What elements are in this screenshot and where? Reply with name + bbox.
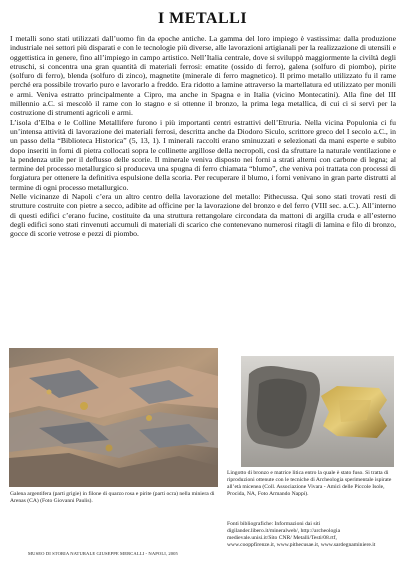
galena-photo <box>9 348 218 487</box>
references-link[interactable]: medievale.unisi.it/Sito CNR/ Metalli/Testi/08.rtf, <box>227 534 337 541</box>
page-title: I METALLI <box>157 10 248 27</box>
body-text <box>10 34 396 239</box>
references-line: Fonti bibliografiche: Informazioni dai siti <box>227 521 321 527</box>
ingot-photo <box>241 356 394 467</box>
paragraph-intro: I metalli sono stati utilizzati dall’uomo fin da epoche antiche. La gamma del loro impiego è vastissima: dalla produzione industriale nei settori più disparati e con le tecnologie più diverse, alle lavorazioni artigianali per la realizzazione di utensili e oggettistica in genere, fino all’impiego in campo artistico. Nell’Italia centrale, dove si sviluppò maggiormente la civiltà degli etruschi, si concentra una gran quantità di materiali ferrosi: ematite (ossido di ferro), galena (solfuro di piombo), pirite (solfuro di ferro), blenda (solfuro di zinco), magnetite (minerale di ferro magnetico). Il primo metallo utilizzato fu il rame perché era possibile trovarlo puro e lavorarlo a freddo. Era ridotto a lamine attraverso la martellatura ed utilizzato per monili e armi. Veniva estratto principalmente a Cipro, ma anche in Spagna e in Italia (vicino Montecatini). Alla fine del III millennio a.C. si mescolò il rame con lo stagno e si ottenne il bronzo, la prima lega metallica, di cui ci si servì per la costruzione di strumenti agricoli e armi. <box>10 34 396 118</box>
paragraph-elba: L’isola d’Elba e le Colline Metallifere furono i più importanti centri estrattivi dell’Etruria. Nella vicina Populonia ci fu un’intensa attività di lavorazione dei materiali ferrosi, descritta anche da Diodoro Siculo, scrittore greco del I secolo a.C., in un passo della “Biblioteca Historica” (5, 13, 1). I minerali raccolti erano sminuzzati e selezionati da mani esperte e subito dopo inseriti in forni di pietra collocati sopra le collinette argillose della necropoli, così da sfruttare la naturale ventilazione e la pendenza utile per il deflusso delle scorie. Il minerale veniva disposto nei forni a strati alterni con carbone di legna; al termine del processo metallurgico si produceva una spugna di ferro chiamata “blumo”, che veniva poi trattata con processi di forgiatura per ottenere la definitiva espulsione della scoria. Per recuperare il blumo, i forni venivano in gran parte distrutti al termine di ogni processo metallurgico. <box>10 117 396 192</box>
references-link[interactable]: digilander.libero.it/mineralweb/, http://archeologia <box>227 527 341 534</box>
ingot-caption: Lingotto di bronzo e matrice litica entro la quale è stato fuso. Si tratta di riproduzioni ottenute con le tecniche di Archeologia sperimentale ispirate all’età micenea (Coll. Associazione Vivara - Amici delle Piccole Isole, Procida, NA, Foto Armando Nappi). <box>227 470 392 497</box>
galena-caption: Galena argentifera (parti grigie) in filone di quarzo rosa e pirite (parti ocra) nella miniera di Arenas (CA) (Foto Giovanni Paulis). <box>10 491 215 504</box>
paragraph-pithecussa: Nelle vicinanze di Napoli c’era un altro centro della lavorazione del metallo: Pithecussa. Qui sono stati trovati resti di strutture costruite con pietre a secco, adibite ad officine per la lavorazione del bronzo e del ferro (VIII sec. a.C.). All’interno di questi edifici c’erano fucine, costituite da una struttura rettangolare circondata da mattoni di argilla cruda e all’esterno degli edifici sono stati rinvenuti accumuli di materiali di scarico che contenevano numerosi ritagli di lamina e filo di bronzo, gocce di scorie vetrose e pezzi di piombo. <box>10 192 396 239</box>
references <box>227 521 402 549</box>
references-link[interactable]: www.cooppfirenze.it, www.pithecusae.it, www.sardegnaminiere.it <box>227 541 376 548</box>
footer-credit: MUSEO DI STORIA NATURALE GIUSEPPE MERCALLI - NAPOLI, 2005 <box>28 551 178 556</box>
